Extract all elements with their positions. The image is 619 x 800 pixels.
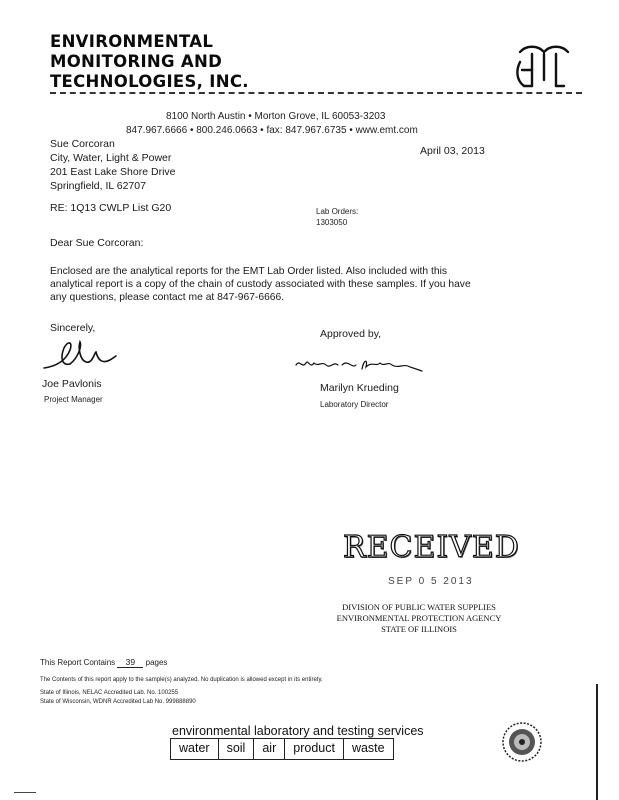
accreditation-seal-icon (500, 720, 544, 764)
letter-body: Enclosed are the analytical reports for the EMT Lab Order listed. Also included with this analytical report is a copy of the chain of custody associated with these samples. If you have any questions, please contact me at 847-967-6666. (50, 266, 471, 303)
signer-1-title: Project Manager (44, 395, 103, 404)
company-name (50, 32, 249, 92)
services-title: environmental laboratory and testing services (172, 724, 424, 738)
lab-orders-value: 1303050 (316, 218, 348, 227)
signature-pavlonis (40, 336, 120, 374)
letter-date: April 03, 2013 (420, 145, 485, 157)
service-water: water (170, 739, 218, 760)
approved-label: Approved by, (320, 328, 382, 340)
received-stamp-word: RECEIVED (343, 530, 520, 565)
stamp-line-1: DIVISION OF PUBLIC WATER SUPPLIES (342, 602, 496, 612)
stamp-line-2: ENVIRONMENTAL PROTECTION AGENCY (336, 613, 502, 623)
accreditation-wisconsin: State of Wisconsin, WDNR Accredited Lab No. 999888890 (40, 699, 196, 705)
company-address: 8100 North Austin • Morton Grove, IL 60053-3203 (166, 111, 386, 122)
lab-orders-label: Lab Orders: (316, 207, 359, 216)
recipient-org: City, Water, Light & Power (50, 152, 172, 164)
salutation: Dear Sue Corcoran: (50, 237, 144, 249)
stamp-line-3: STATE OF ILLINOIS (381, 624, 457, 634)
recipient-name: Sue Corcoran (50, 138, 115, 150)
signer-2-name: Marilyn Krueding (320, 382, 399, 394)
pages-line (40, 657, 167, 668)
signature-krueding (292, 355, 427, 377)
pages-prefix: This Report Contains (40, 658, 116, 667)
service-soil: soil (218, 739, 254, 760)
scan-edge-mark (14, 792, 36, 793)
company-name-line-2: MONITORING AND (50, 52, 223, 71)
scan-edge-line (596, 684, 598, 800)
emt-logo (512, 40, 574, 90)
services-row (170, 738, 394, 760)
company-name-line-3: TECHNOLOGIES, INC. (50, 72, 249, 91)
service-waste: waste (343, 739, 394, 760)
company-name-line-1: ENVIRONMENTAL (50, 32, 214, 51)
closing: Sincerely, (50, 322, 96, 334)
company-contact: 847.967.6666 • 800.246.0663 • fax: 847.967.6735 • www.emt.com (126, 125, 418, 136)
accreditation-illinois: State of Illinois, NELAC Accredited Lab. No. 100255 (40, 690, 179, 696)
service-air: air (253, 739, 284, 760)
header-rule (50, 92, 582, 94)
pages-suffix: pages (145, 658, 168, 667)
re-line: RE: 1Q13 CWLP List G20 (50, 202, 172, 214)
recipient-street: 201 East Lake Shore Drive (50, 166, 176, 178)
pages-count: 39 (117, 657, 143, 668)
disclaimer: The Contents of this report apply to the sample(s) analyzed. No duplication is allowed except in its entirety. (40, 677, 323, 683)
signer-1-name: Joe Pavlonis (42, 378, 102, 390)
recipient-city: Springfield, IL 62707 (50, 180, 146, 192)
service-product: product (284, 739, 343, 760)
received-stamp-date: SEP 0 5 2013 (388, 576, 474, 587)
signer-2-title: Laboratory Director (320, 400, 389, 409)
